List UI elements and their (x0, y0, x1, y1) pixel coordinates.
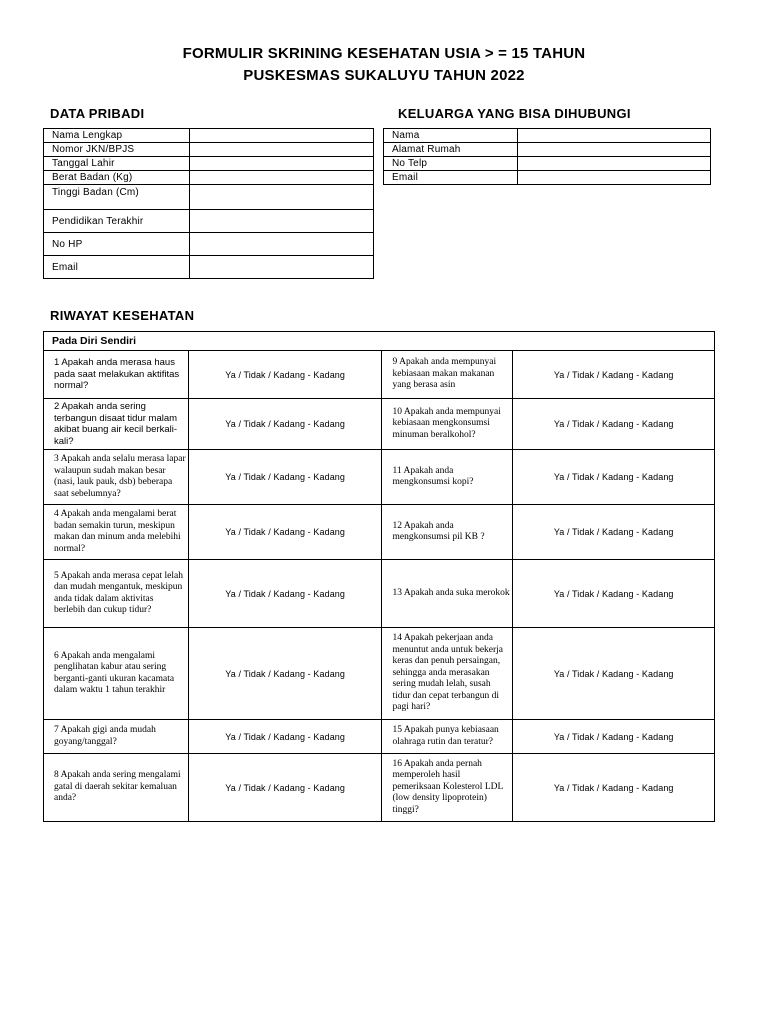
answer-8[interactable]: Ya / Tidak / Kadang - Kadang (188, 754, 382, 822)
field-label: Email (44, 256, 190, 279)
keluarga-heading: KELUARGA YANG BISA DIHUBUNGI (398, 106, 631, 121)
answer-16[interactable]: Ya / Tidak / Kadang - Kadang (513, 754, 715, 822)
question-15: 15 Apakah punya kebiasaan olahraga rutin dan teratur? (382, 720, 513, 754)
answer-1[interactable]: Ya / Tidak / Kadang - Kadang (188, 351, 382, 399)
question-9: 9 Apakah anda mempunyai kebiasaan makan makanan yang berasa asin (382, 351, 513, 399)
berat-badan-field[interactable] (190, 171, 374, 185)
keluarga-table (383, 128, 711, 185)
email-field[interactable] (190, 256, 374, 279)
question-16: 16 Apakah anda pernah memperoleh hasil pemeriksaan Kolesterol LDL (low density lipoprotein) tinggi? (382, 754, 513, 822)
kontak-nama-field[interactable] (518, 129, 711, 143)
question-12: 12 Apakah anda mengkonsumsi pil KB ? (382, 505, 513, 560)
question-5: 5 Apakah anda merasa cepat lelah dan mudah mengantuk, meskipun anda tidak dalam aktivitas berlebih dan cukup tidur? (44, 560, 189, 628)
field-label: Berat Badan (Kg) (44, 171, 190, 185)
question-4: 4 Apakah anda mengalami berat badan semakin turun, meskipun makan dan minum anda melebihi normal? (44, 505, 189, 560)
field-label: Alamat Rumah (384, 143, 518, 157)
riwayat-heading: RIWAYAT KESEHATAN (50, 308, 195, 323)
field-label: Pendidikan Terakhir (44, 210, 190, 233)
kontak-alamat-field[interactable] (518, 143, 711, 157)
field-label: Nama (384, 129, 518, 143)
kontak-telp-field[interactable] (518, 157, 711, 171)
answer-13[interactable]: Ya / Tidak / Kadang - Kadang (513, 560, 715, 628)
answer-12[interactable]: Ya / Tidak / Kadang - Kadang (513, 505, 715, 560)
question-8: 8 Apakah anda sering mengalami gatal di daerah sekitar kemaluan anda? (44, 754, 189, 822)
question-14: 14 Apakah pekerjaan anda menuntut anda untuk bekerja keras dan penuh persaingan, sehingga anda merasakan sering mudah lelah, susah tidur dan cepat terbangun di pagi hari? (382, 628, 513, 720)
data-pribadi-table (43, 128, 374, 279)
nomor-jkn-field[interactable] (190, 143, 374, 157)
field-label: Tinggi Badan (Cm) (44, 185, 190, 210)
form-title: FORMULIR SKRINING KESEHATAN USIA > = 15 TAHUN (182, 45, 586, 62)
question-3: 3 Apakah anda selalu merasa lapar walaupun sudah makan besar (nasi, lauk pauk, dsb) beberapa saat sebelumnya? (44, 450, 189, 505)
pendidikan-field[interactable] (190, 210, 374, 233)
answer-10[interactable]: Ya / Tidak / Kadang - Kadang (513, 399, 715, 450)
field-label: Nama Lengkap (44, 129, 190, 143)
question-1: 1 Apakah anda merasa haus pada saat melakukan aktifitas normal? (44, 351, 189, 399)
answer-6[interactable]: Ya / Tidak / Kadang - Kadang (188, 628, 382, 720)
riwayat-table (43, 331, 715, 822)
answer-3[interactable]: Ya / Tidak / Kadang - Kadang (188, 450, 382, 505)
answer-9[interactable]: Ya / Tidak / Kadang - Kadang (513, 351, 715, 399)
field-label: No Telp (384, 157, 518, 171)
answer-7[interactable]: Ya / Tidak / Kadang - Kadang (188, 720, 382, 754)
kontak-email-field[interactable] (518, 171, 711, 185)
riwayat-subheading: Pada Diri Sendiri (44, 332, 715, 351)
question-6: 6 Apakah anda mengalami penglihatan kabur atau sering berganti-ganti ukuran kacamata dalam waktu 1 tahun terakhir (44, 628, 189, 720)
data-pribadi-heading: DATA PRIBADI (50, 106, 145, 121)
form-subtitle: PUSKESMAS SUKALUYU TAHUN 2022 (243, 67, 525, 84)
answer-15[interactable]: Ya / Tidak / Kadang - Kadang (513, 720, 715, 754)
answer-11[interactable]: Ya / Tidak / Kadang - Kadang (513, 450, 715, 505)
tinggi-badan-field[interactable] (190, 185, 374, 210)
field-label: Nomor JKN/BPJS (44, 143, 190, 157)
tanggal-lahir-field[interactable] (190, 157, 374, 171)
question-13: 13 Apakah anda suka merokok (382, 560, 513, 628)
question-2: 2 Apakah anda sering terbangun disaat tidur malam akibat buang air kecil berkali-kali? (44, 399, 189, 450)
no-hp-field[interactable] (190, 233, 374, 256)
question-7: 7 Apakah gigi anda mudah goyang/tanggal? (44, 720, 189, 754)
field-label: Tanggal Lahir (44, 157, 190, 171)
question-10: 10 Apakah anda mempunyai kebiasaan mengkonsumsi minuman beralkohol? (382, 399, 513, 450)
answer-14[interactable]: Ya / Tidak / Kadang - Kadang (513, 628, 715, 720)
answer-5[interactable]: Ya / Tidak / Kadang - Kadang (188, 560, 382, 628)
answer-4[interactable]: Ya / Tidak / Kadang - Kadang (188, 505, 382, 560)
nama-lengkap-field[interactable] (190, 129, 374, 143)
field-label: No HP (44, 233, 190, 256)
field-label: Email (384, 171, 518, 185)
answer-2[interactable]: Ya / Tidak / Kadang - Kadang (188, 399, 382, 450)
question-11: 11 Apakah anda mengkonsumsi kopi? (382, 450, 513, 505)
